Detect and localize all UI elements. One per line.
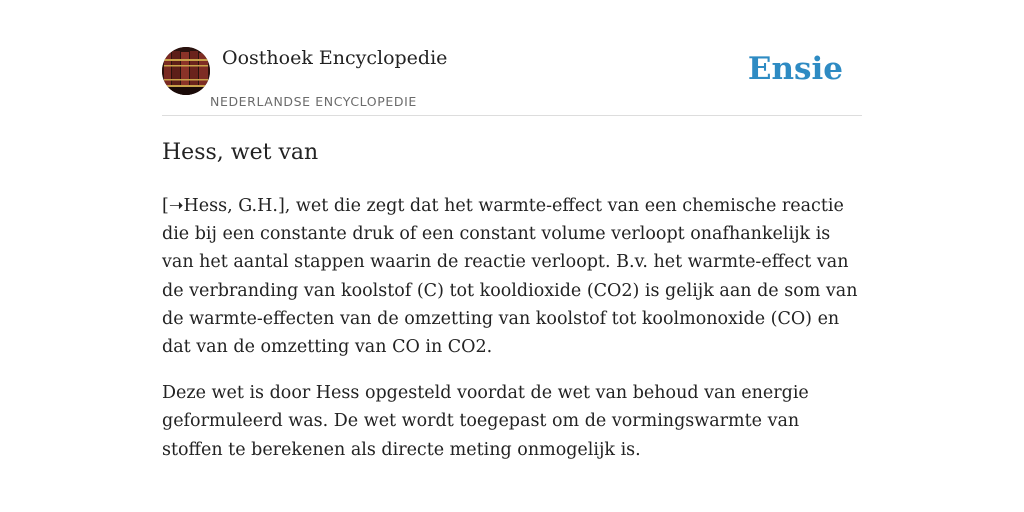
book-spines-icon[interactable] [162,47,210,95]
source-subtitle: NEDERLANDSE ENCYCLOPEDIE [210,94,417,109]
article-paragraph: Deze wet is door Hess opgesteld voordat de wet van behoud van energie geformuleerd was. De wet wordt toegepast om de vormingswarmte van stoffen te berekenen als directe meting onmogelijk is. [162,383,809,460]
article-body [162,192,862,482]
article-paragraph: [➝Hess, G.H.], wet die zegt dat het warmte-effect van een chemische reactie die bij een constante druk of een constant volume verloopt onafhankelijk is van het aantal stappen waarin de reactie verloopt. B.v. het warmte-effect van de verbranding van koolstof (C) tot kooldioxide (CO2) is gelijk aan de som van de warmte-effecten van de omzetting van koolstof tot koolmonoxide (CO) en dat van de omzetting van CO in CO2. [162,196,858,358]
source-header [162,45,862,115]
brand-logo[interactable]: Ensie [747,51,843,87]
page-title: Hess, wet van [162,140,319,165]
source-name[interactable]: Oosthoek Encyclopedie [222,47,448,69]
divider [162,115,862,116]
